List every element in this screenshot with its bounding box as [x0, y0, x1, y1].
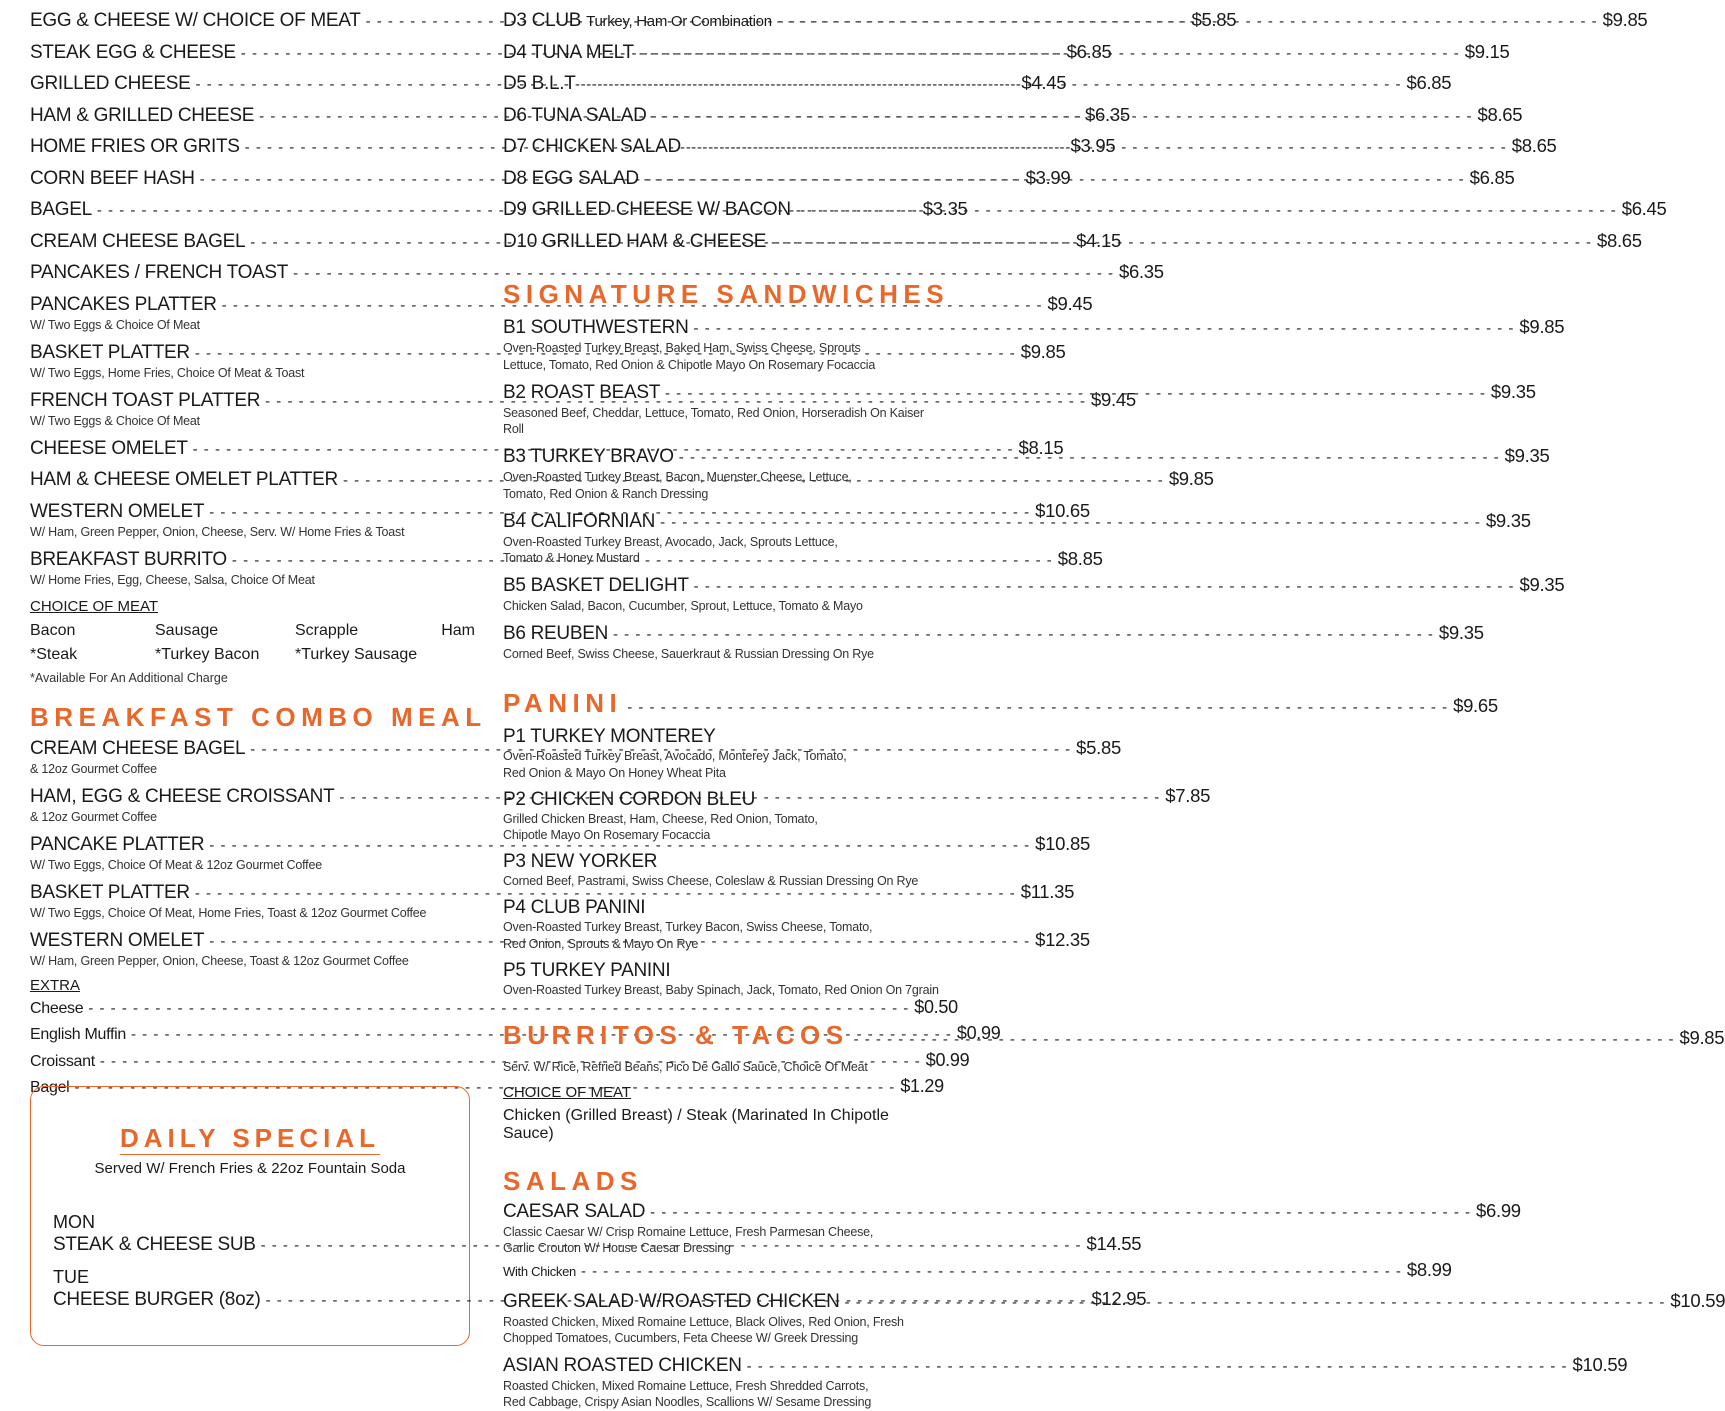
item-price: $12.35 — [1035, 929, 1090, 950]
item-price: $9.85 — [1519, 316, 1565, 337]
item-name: CHEESE BURGER (8oz) — [53, 1289, 261, 1310]
leader-dots — [652, 103, 1473, 128]
item-name: P4 CLUB PANINI — [503, 897, 646, 918]
menu-item — [503, 316, 1565, 373]
item-price: $14.55 — [1086, 1233, 1142, 1254]
item-name: CREAM CHEESE BAGEL — [30, 230, 246, 252]
leader-dots — [679, 447, 1500, 469]
item-price: $9.35 — [1504, 445, 1550, 466]
item-price: $8.65 — [1511, 135, 1557, 156]
item-name: P1 TURKEY MONTEREY — [503, 726, 716, 747]
leader-dots — [581, 74, 1402, 96]
menu-item-row — [503, 960, 943, 982]
item-desc: Oven-Roasted Turkey Breast, Avocado, Jack, Sprouts Lettuce, — [503, 534, 838, 549]
special-day-label: MON — [53, 1212, 95, 1232]
menu-item — [503, 851, 943, 890]
item-name: D4 TUNA MELT — [503, 41, 634, 63]
daily-special-subtitle: Served W/ French Fries & 22oz Fountain Soda — [94, 1160, 406, 1177]
item-name: D10 GRILLED HAM & CHEESE — [503, 230, 767, 252]
leader-dots — [660, 512, 1481, 534]
item-name: HAM & GRILLED CHEESE — [30, 104, 255, 126]
menu-item-row — [30, 261, 1164, 285]
item-desc: W/ Two Eggs, Home Fries, Choice Of Meat & Toast — [30, 365, 305, 380]
signature-title: SIGNATURE SANDWICHES — [503, 278, 950, 309]
menu-item — [30, 261, 1164, 285]
item-desc: Chopped Tomatoes, Cucumbers, Feta Cheese W/ Greek Dressing — [503, 1331, 859, 1345]
extra-heading: EXTRA — [30, 976, 81, 994]
item-desc: Lettuce, Tomato, Red Onion & Chipotle Mayo On Rosemary Focaccia — [503, 357, 876, 372]
item-price: $9.35 — [1438, 622, 1484, 643]
menu-item-row — [503, 789, 943, 811]
item-name: BREAKFAST BURRITO — [30, 548, 227, 570]
item-desc: W/ Ham, Green Pepper, Onion, Cheese, Toast & 12oz Gourmet Coffee — [30, 954, 409, 968]
item-name: CREAM CHEESE BAGEL — [30, 738, 246, 759]
item-price: $1.29 — [900, 1076, 944, 1096]
item-desc: Red Onion, Sprouts & Mayo On Rye — [503, 936, 699, 951]
item-price: $6.35 — [1085, 103, 1130, 125]
item-name: STEAK & CHEESE SUB — [53, 1234, 256, 1255]
panini-items — [503, 726, 943, 998]
choice-of-meat-heading: CHOICE OF MEAT — [30, 598, 159, 615]
item-price: $5.85 — [1076, 737, 1121, 758]
item-desc: W/ Two Eggs, Choice Of Meat & 12oz Gourmet Coffee — [30, 858, 322, 872]
item-name: P5 TURKEY PANINI — [503, 959, 671, 981]
item-name: B4 CALIFORNIAN — [503, 510, 656, 532]
item-name: Croissant — [30, 1052, 95, 1070]
item-name: GREEK SALAD W/ROASTED CHICKEN — [503, 1290, 840, 1312]
item-price: $0.99 — [956, 1023, 1001, 1043]
panini-title: PANINI — [503, 687, 623, 718]
leader-dots — [686, 137, 1507, 159]
leader-dots — [854, 1029, 1675, 1051]
item-name: English Muffin — [30, 1026, 127, 1043]
item-desc: Grilled Chicken Breast, Ham, Cheese, Red Onion, Tomato, — [503, 811, 818, 826]
meat-option — [425, 643, 475, 667]
item-desc: Chicken Salad, Bacon, Cucumber, Sprout, Lettuce, Tomato & Mayo — [503, 599, 863, 613]
item-name: STEAK EGG & CHEESE — [30, 41, 236, 63]
leader-dots — [694, 318, 1515, 340]
leader-dots — [777, 11, 1598, 33]
item-name: ASIAN ROASTED CHICKEN — [503, 1354, 742, 1376]
item-price: $8.65 — [1596, 229, 1642, 251]
item-desc: Tomato, Red Onion & Ranch Dressing — [503, 486, 709, 501]
item-name: Bagel — [30, 1079, 70, 1096]
item-desc: Oven-Roasted Turkey Breast, Avocado, Monterey Jack, Tomato, — [503, 749, 847, 763]
meat-option: *Turkey Sausage — [295, 646, 418, 663]
item-name: B2 ROAST BEAST — [503, 381, 661, 403]
menu-item — [503, 622, 1484, 663]
leader-dots — [665, 383, 1486, 405]
item-price: $12.95 — [1091, 1288, 1147, 1309]
meat-option: Sausage — [155, 622, 219, 639]
item-price: $6.99 — [1476, 1199, 1521, 1221]
caesar-with-chicken — [503, 1258, 1452, 1283]
salad-asian — [503, 1353, 1628, 1411]
item-price: $9.85 — [1602, 9, 1648, 30]
item-price: $9.15 — [1464, 40, 1510, 62]
menu-item — [503, 960, 943, 999]
daily-special-title: DAILY SPECIAL — [119, 1123, 381, 1153]
item-name: D3 CLUB — [503, 10, 582, 31]
item-desc: Oven-Roasted Turkey Breast, Baby Spinach, Jack, Tomato, Red Onion On 7grain — [503, 982, 939, 997]
menu-item-row — [503, 897, 943, 919]
item-desc: Roasted Chicken, Mixed Romaine Lettuce, Black Olives, Red Onion, Fresh — [503, 1314, 904, 1329]
item-name: D9 GRILLED CHEESE W/ BACON — [503, 199, 791, 220]
item-price: $9.35 — [1485, 509, 1531, 531]
item-name: CORN BEEF HASH — [30, 167, 195, 189]
leader-dots — [796, 200, 1617, 222]
menu-item-row — [503, 851, 943, 873]
item-desc: Tomato & Honey Mustard — [503, 551, 640, 565]
item-name: B5 BASKET DELIGHT — [503, 575, 689, 596]
item-name: CAESAR SALAD — [503, 1200, 646, 1222]
item-price: $9.35 — [1519, 574, 1565, 595]
burritos-meat-heading: CHOICE OF MEAT — [503, 1083, 632, 1101]
item-price: $4.15 — [1076, 229, 1121, 251]
item-desc: Seasoned Beef, Cheddar, Lettuce, Tomato, Red Onion, Horseradish On Kaiser Roll — [503, 405, 924, 436]
item-desc: W/ Two Eggs, Choice Of Meat, Home Fries, Toast & 12oz Gourmet Coffee — [30, 906, 427, 920]
item-desc: W/ Home Fries, Egg, Cheese, Salsa, Choice Of Meat — [30, 572, 315, 587]
item-name: PANCAKES / FRENCH TOAST — [30, 262, 289, 283]
item-price: $3.35 — [922, 198, 968, 219]
item-name: B6 REUBEN — [503, 623, 609, 644]
item-price: $6.85 — [1066, 40, 1112, 62]
combo-title: BREAKFAST COMBO MEAL — [30, 702, 487, 732]
item-desc: Chipotle Mayo On Rosemary Focaccia — [503, 828, 711, 842]
item-desc: W/ Ham, Green Pepper, Onion, Cheese, Serv. W/ Home Fries & Toast — [30, 524, 405, 539]
leader-dots — [747, 1356, 1568, 1378]
item-desc: Oven-Roasted Turkey Breast, Turkey Bacon, Swiss Cheese, Tomato, — [503, 920, 873, 934]
leader-dots — [627, 697, 1448, 719]
leader-dots — [771, 229, 1592, 254]
item-price: $9.45 — [1047, 292, 1093, 314]
item-price: $9.45 — [1091, 388, 1136, 410]
item-price: $6.35 — [1118, 261, 1164, 282]
item-price: $6.85 — [1469, 166, 1515, 188]
item-price: $9.35 — [1490, 380, 1536, 402]
item-name: BASKET PLATTER — [30, 341, 190, 363]
item-desc: Corned Beef, Swiss Cheese, Sauerkraut & Russian Dressing On Rye — [503, 647, 874, 661]
leader-dots — [644, 166, 1465, 191]
panini-price: $9.65 — [1453, 694, 1498, 716]
item-price: $9.85 — [1020, 340, 1066, 362]
item-name: P2 CHICKEN CORDON BLEU — [503, 788, 756, 810]
menu-item — [503, 574, 1565, 615]
item-desc: W/ Two Eggs & Choice Of Meat — [30, 413, 200, 428]
item-name: EGG & CHEESE W/ CHOICE OF MEAT — [30, 10, 361, 31]
item-name: HAM, EGG & CHEESE CROISSANT — [30, 786, 335, 807]
item-name: CHEESE OMELET — [30, 437, 188, 459]
leader-dots — [581, 1261, 1402, 1283]
panini-header — [503, 687, 1498, 719]
item-name: WESTERN OMELET — [30, 500, 205, 522]
burritos-title: BURRITOS & TACOS — [503, 1020, 849, 1050]
item-price: $0.99 — [925, 1049, 970, 1070]
menu-item-row — [503, 574, 1565, 598]
item-name: HOME FRIES OR GRITS — [30, 136, 240, 157]
item-desc: Classic Caesar W/ Crisp Romaine Lettuce, Fresh Parmesan Cheese, — [503, 1224, 874, 1239]
item-desc: Red Onion & Mayo On Honey Wheat Pita — [503, 765, 726, 780]
item-name: D8 EGG SALAD — [503, 167, 639, 189]
item-name: D6 TUNA SALAD — [503, 104, 647, 126]
burritos-price: $9.85 — [1679, 1027, 1725, 1048]
item-name: D5 B.L.T — [503, 73, 576, 94]
item-desc: Oven-Roasted Turkey Breast, Bacon, Muenster Cheese, Lettuce, — [503, 470, 852, 484]
meat-option: Ham — [441, 622, 475, 639]
item-desc: Corned Beef, Pastrami, Swiss Cheese, Coleslaw & Russian Dressing On Rye — [503, 874, 919, 888]
item-price: $3.99 — [1025, 166, 1071, 188]
burritos-meat-text: Chicken (Grilled Breast) / Steak (Marinated In Chipotle Sauce) — [503, 1106, 889, 1142]
menu-item — [503, 726, 943, 781]
item-name: BASKET PLATTER — [30, 882, 190, 903]
item-price: $6.45 — [1621, 198, 1667, 219]
item-name: GRILLED CHEESE — [30, 73, 191, 94]
leader-dots — [845, 1292, 1666, 1314]
item-name: Cheese — [30, 999, 84, 1017]
item-desc: Roasted Chicken, Mixed Romaine Lettuce, Fresh Shredded Carrots, — [503, 1378, 869, 1393]
item-name: HAM & CHEESE OMELET PLATTER — [30, 469, 338, 490]
item-name: B1 SOUTHWESTERN — [503, 317, 689, 338]
menu-item-row — [30, 995, 958, 1022]
with-chicken-price: $8.99 — [1406, 1258, 1452, 1280]
item-name: WESTERN OMELET — [30, 930, 205, 951]
item-desc: Red Cabbage, Crispy Asian Noodles, Scallions W/ Sesame Dressing — [503, 1395, 872, 1409]
item-price: $7.85 — [1165, 785, 1211, 806]
item-price: $10.65 — [1035, 499, 1090, 521]
item-price: $10.59 — [1572, 1353, 1628, 1375]
item-desc: & 12oz Gourmet Coffee — [30, 810, 157, 824]
item-price: $11.35 — [1020, 881, 1075, 902]
leader-dots — [694, 576, 1515, 598]
item-name: FRENCH TOAST PLATTER — [30, 389, 261, 411]
item-name: PANCAKE PLATTER — [30, 834, 205, 855]
with-chicken-label: With Chicken — [503, 1263, 576, 1279]
item-price: $10.59 — [1670, 1289, 1725, 1311]
item-price: $4.45 — [1021, 72, 1067, 93]
item-price: $10.85 — [1035, 833, 1090, 854]
item-price: $3.95 — [1070, 135, 1116, 156]
menu-item-row — [503, 726, 943, 748]
item-name: D7 CHICKEN SALAD — [503, 136, 681, 157]
meat-note: *Available For An Additional Charge — [30, 671, 228, 685]
meat-option: *Turkey Bacon — [155, 646, 260, 663]
menu-item — [503, 789, 943, 844]
item-price: $8.85 — [1057, 547, 1103, 569]
item-price: $5.85 — [1191, 9, 1237, 30]
item-desc: & 12oz Gourmet Coffee — [30, 762, 157, 776]
item-name: P3 NEW YORKER — [503, 851, 658, 872]
item-name: B3 TURKEY BRAVO — [503, 446, 674, 467]
item-desc: Garlic Crouton W/ House Caesar Dressing — [503, 1241, 731, 1255]
item-price: $8.65 — [1477, 103, 1523, 125]
item-price: $6.85 — [1406, 72, 1452, 93]
item-price: $9.85 — [1168, 468, 1214, 489]
item-name: PANCAKES PLATTER — [30, 293, 217, 315]
menu-item-row — [503, 622, 1484, 646]
meat-option: Scrapple — [295, 622, 359, 639]
menu-item — [503, 897, 943, 952]
meat-option: Bacon — [30, 622, 76, 639]
burritos-desc: Serv. W/ Rice, Refried Beans, Pico De Gallo Sauce, Choice Of Meat — [503, 1060, 868, 1074]
meat-options — [30, 619, 474, 667]
item-name: BAGEL — [30, 199, 92, 220]
leader-dots — [613, 624, 1434, 646]
meat-option: *Steak — [30, 646, 78, 663]
leader-dots — [639, 40, 1460, 65]
item-desc: Oven-Roasted Turkey Breast, Baked Ham, Swiss Cheese, Sprouts — [503, 341, 861, 355]
special-day-label: TUE — [53, 1267, 89, 1287]
item-desc: W/ Two Eggs & Choice Of Meat — [30, 317, 200, 332]
item-price: $0.50 — [914, 996, 958, 1017]
menu-item-row — [503, 316, 1565, 340]
salads-title: SALADS — [503, 1165, 643, 1196]
leader-dots — [650, 1202, 1471, 1224]
item-price: $8.15 — [1018, 436, 1064, 458]
item-sub: Turkey, Ham Or Combination — [586, 13, 772, 30]
